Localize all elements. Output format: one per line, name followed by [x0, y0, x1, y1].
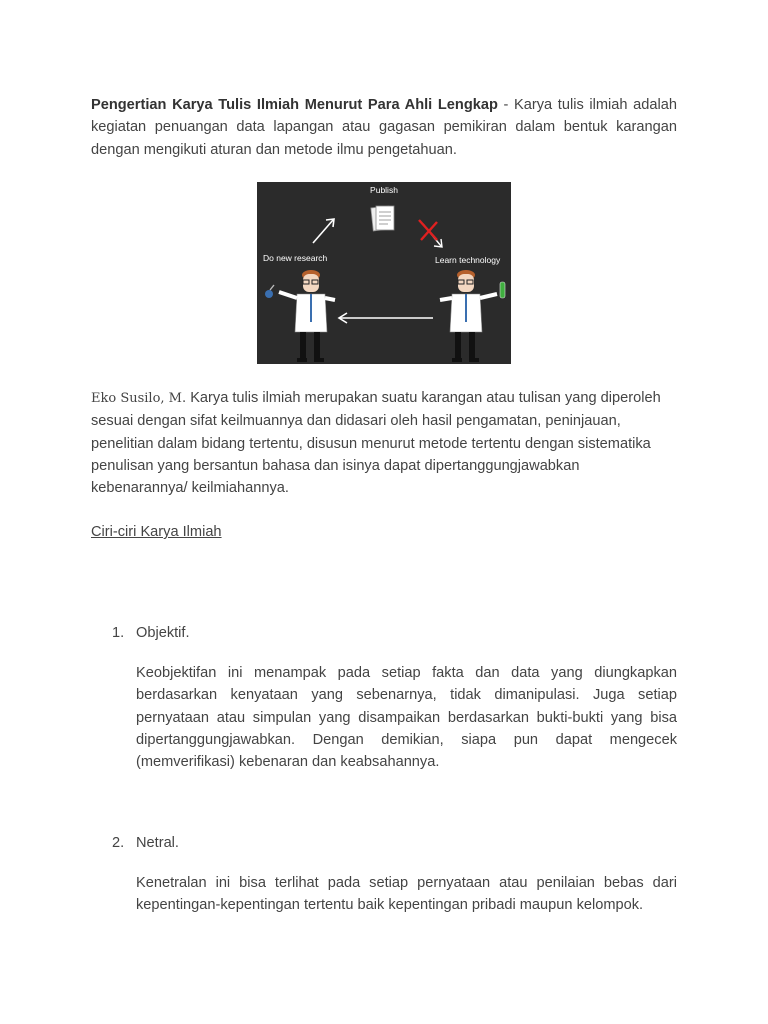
definition-text: Karya tulis ilmiah merupakan suatu karangan atau tulisan yang diperoleh sesuai dengan sifat keilmuannya dan didasari oleh hasil pengamatan, peninjauan, penelitian dalam bidang tertentu, disusun menurut metode tertentu dengan sistematika penulisan yang bersantun bahasa dan isinya dapat dipertanggungjawabkan kebenarannya/ keilmiahannya.: [91, 390, 661, 497]
list-item-title: Netral.: [136, 835, 179, 851]
definition-paragraph: [91, 387, 677, 499]
intro-paragraph: [91, 94, 677, 161]
scientist-right-figure: [440, 270, 505, 362]
list-item-number: 1.: [112, 625, 125, 641]
figure-label-research: Do new research: [263, 253, 328, 263]
intro-title: Pengertian Karya Tulis Ilmiah Menurut Para Ahli Lengkap: [91, 97, 498, 113]
list-item-body: Kenetralan ini bisa terlihat pada setiap pernyataan atau penilaian bebas dari kepentingan-kepentingan tertentu baik kepentingan pribadi maupun kelompok.: [136, 875, 677, 914]
arrow-left-icon: [339, 313, 433, 323]
intro-text: - Karya tulis ilmiah adalah kegiatan penuangan data lapangan atau gagasan pemikiran dalam bentuk karangan dengan mengikuti aturan dan metode ilmu pengetahuan.: [91, 97, 677, 158]
document-stack-icon: [371, 206, 394, 231]
arrow-up-right-icon: [313, 219, 334, 243]
scientist-left-figure: [265, 270, 335, 362]
list-item-number: 2.: [112, 835, 125, 851]
list-item-body: Keobjektifan ini menampak pada setiap fakta dan data yang diungkapkan berdasarkan kenyataan yang sebenarnya, tidak dimanipulasi. Juga setiap pernyataan atau simpulan yang disampaikan berdasarkan bukti-bukti yang bisa dipertanggungjawabkan. Dengan demikian, siapa pun dapat mengecek (memverifikasi) kebenaran dan keabsahannya.: [136, 665, 677, 771]
figure-label-publish: Publish: [370, 185, 398, 195]
definition-author: Eko Susilo, M.: [91, 391, 187, 406]
figure-label-technology: Learn technology: [435, 255, 501, 265]
crossed-arrow-icon: [419, 220, 442, 247]
research-cycle-svg: [257, 182, 511, 364]
research-cycle-illustration: [257, 182, 511, 364]
section-heading: Ciri-ciri Karya Ilmiah: [91, 524, 222, 540]
list-item-title: Objektif.: [136, 625, 190, 641]
